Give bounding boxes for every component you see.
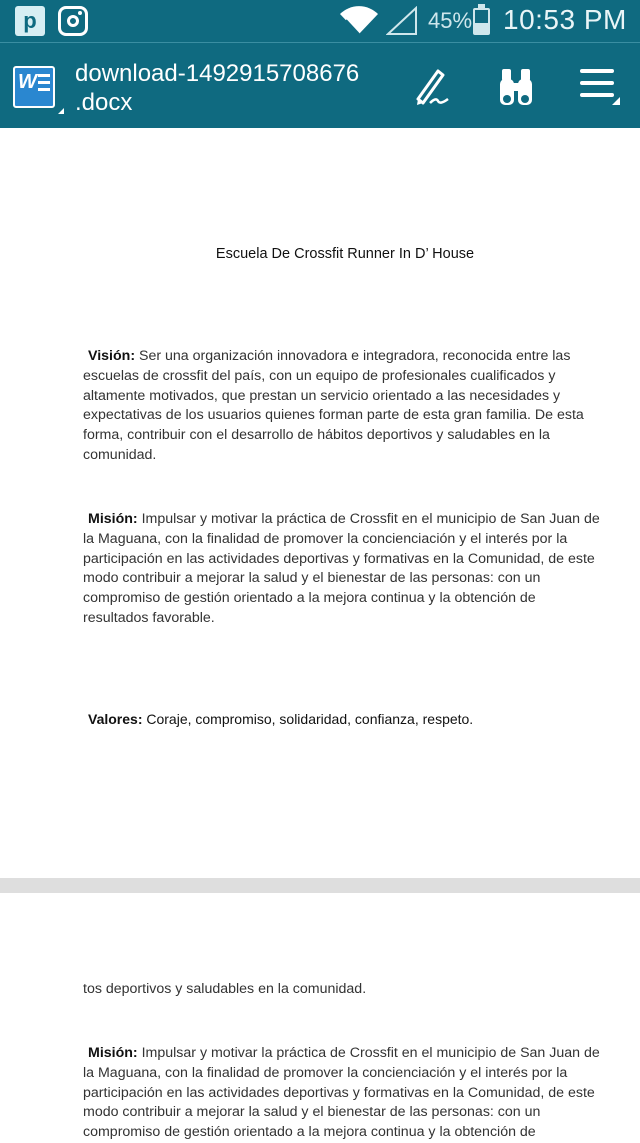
document-title (75, 59, 395, 117)
signal-icon (386, 6, 420, 36)
continuation-text: tos deportivos y saludables en la comunidad. (83, 981, 367, 997)
menu-button[interactable] (574, 63, 622, 111)
app-bar (0, 42, 640, 128)
pen-edit-icon (408, 63, 456, 111)
valores-label: Valores: (88, 711, 143, 727)
document-heading: Escuela De Crossfit Runner In D’ House (215, 246, 475, 262)
binoculars-find-icon (492, 63, 540, 111)
mision-text-page2: Impulsar y motivar la práctica de Crossfit en el municipio de San Juan de la Maguana, con la finalidad de promover la concienciación y el interés por la participación en las actividades deportivas y formativas en la Comunidad, de este modo contribuir a mejorar la salud y el bienestar de las personas: con un compromiso de gestión orientado a la mejora continua y la obtención de (83, 1045, 600, 1141)
valores-paragraph (83, 710, 605, 730)
valores-text: Coraje, compromiso, solidaridad, confianza, respeto. (142, 711, 474, 727)
wifi-icon (338, 6, 380, 36)
vision-paragraph (83, 347, 605, 466)
document-page-1[interactable] (0, 128, 640, 878)
find-button[interactable] (492, 63, 540, 111)
mision-paragraph (83, 510, 605, 629)
document-title-line2: .docx (75, 89, 133, 116)
word-doc-icon: W (13, 66, 55, 108)
battery-fill (475, 23, 488, 33)
document-page-2[interactable] (0, 893, 640, 1141)
battery-icon (473, 8, 490, 35)
vision-text: Ser una organización innovadora e integradora, reconocida entre las escuelas de crossfit del país, con un equipo de profesionales cualificados y altamente motivados, que prestan un servicio orientado a las necesidades y expectativas de los usuarios quienes forman parte de esta gran familia. De esta forma, contribuir con el desarrollo de hábitos deportivos y saludables en la comunidad. (83, 348, 584, 463)
mision-label: Misión: (88, 511, 138, 527)
battery-percent: 45% (428, 8, 473, 33)
mision-label-page2: Misión: (88, 1045, 138, 1061)
status-bar (0, 0, 640, 42)
instagram-icon (58, 6, 88, 36)
pinterest-p-icon: p (15, 6, 45, 36)
document-title-line1: download-1492915708676 (75, 60, 360, 87)
mision-paragraph-page2 (83, 1044, 605, 1143)
mision-text: Impulsar y motivar la práctica de Crossfit en el municipio de San Juan de la Maguana, con la finalidad de promover la concienciación y el interés por la participación en las actividades deportivas y formativas en la Comunidad, de este modo contribuir a mejorar la salud y el bienestar de las personas: con un compromiso de gestión orientado a la mejora continua y la obtención de resultados favorable. (83, 511, 600, 626)
page-separator (0, 878, 640, 893)
clock: 10:53 PM (503, 4, 627, 35)
edit-pen-button[interactable] (408, 63, 456, 111)
vision-label: Visión: (88, 348, 136, 364)
